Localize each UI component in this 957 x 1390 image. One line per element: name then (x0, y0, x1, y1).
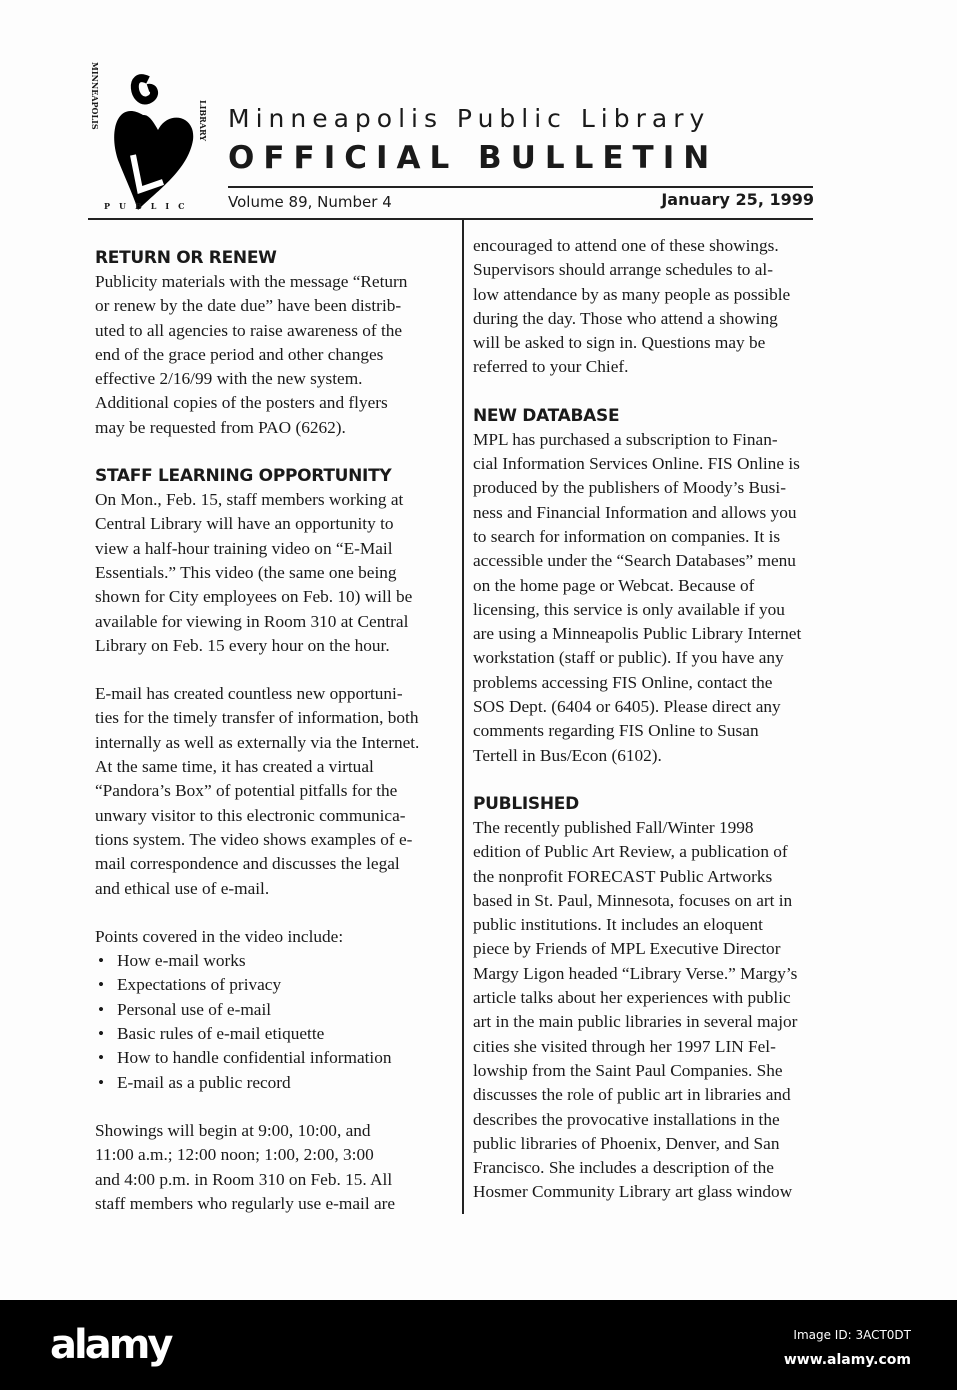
text-line: staff members who regularly use e-mail are (95, 1193, 396, 1213)
text-line: 11:00 a.m.; 12:00 noon; 1:00, 2:00, 3:00 (95, 1145, 374, 1165)
text-line: uted to all agencies to raise awareness of the (95, 320, 403, 340)
text-line: MPL has purchased a subscription to Finan- (473, 429, 778, 449)
text-line: internally as well as externally via the Internet. (95, 732, 420, 752)
text-line: low attendance by as many people as possible (473, 284, 791, 304)
text-line: cial Information Services Online. FIS Online is (473, 454, 800, 474)
text-line: Tertell in Bus/Econ (6102). (473, 745, 662, 765)
heading-published: PUBLISHED (473, 793, 579, 814)
text-line: Francisco. She includes a description of the (473, 1158, 774, 1178)
text-line: public institutions. It includes an eloquent (473, 915, 763, 935)
volume-number: Volume 89, Number 4 (228, 193, 392, 211)
column-divider (462, 219, 464, 1214)
text-line: shown for City employees on Feb. 10) will be (95, 587, 413, 607)
text-line: workstation (staff or public). If you have any (473, 648, 784, 668)
text-line: cities she visited through her 1997 LIN Fel- (473, 1036, 776, 1056)
text-line: Margy Ligon headed “Library Verse.” Margy’s (473, 963, 798, 983)
bullet-item: • Personal use of e-mail (95, 998, 455, 1022)
bullet-item: • How e-mail works (95, 949, 455, 973)
logo-text-library: LIBRARY (198, 100, 208, 142)
text-line: article talks about her experiences with public (473, 988, 791, 1008)
paragraph (95, 1119, 455, 1216)
text-line: or renew by the date due” have been distrib- (95, 296, 402, 316)
header-rule (228, 186, 813, 188)
bullet-item: • E-mail as a public record (95, 1071, 455, 1095)
alamy-logo: alamy (50, 1322, 171, 1368)
paragraph (95, 682, 455, 901)
text-line: effective 2/16/99 with the new system. (95, 369, 363, 389)
text-line: Library on Feb. 15 every hour on the hour. (95, 635, 390, 655)
header-bottom-rule (88, 218, 813, 220)
text-line: art in the main public libraries in several major (473, 1012, 798, 1032)
text-line: will be asked to sign in. Questions may be (473, 333, 766, 353)
bullet-list (95, 949, 455, 1095)
bullet-item: • How to handle confidential information (95, 1046, 455, 1070)
text-line: based in St. Paul, Minnesota, focuses on art in (473, 890, 793, 910)
text-line: encouraged to attend one of these showings. (473, 236, 779, 255)
text-line: and 4:00 p.m. in Room 310 on Feb. 15. All (95, 1169, 393, 1189)
text-line: referred to your Chief. (473, 357, 629, 377)
text-line: and ethical use of e-mail. (95, 878, 270, 898)
bullet-item: • Expectations of privacy (95, 973, 455, 997)
bulletin-title: OFFICIAL BULLETIN (228, 140, 719, 176)
text-line: Additional copies of the posters and flyers (95, 393, 388, 413)
text-line: At the same time, it has created a virtual (95, 757, 374, 777)
text-line: unwary visitor to this electronic communica- (95, 805, 406, 825)
logo-text-public: PUBLIC (104, 201, 194, 211)
text-line: the nonprofit FORECAST Public Artworks (473, 866, 773, 886)
text-line: lowship from the Saint Paul Companies. She (473, 1060, 783, 1080)
text-line: produced by the publishers of Moody’s Busi- (473, 478, 786, 498)
text-line: “Pandora’s Box” of potential pitfalls for the (95, 781, 398, 801)
text-line: Essentials.” This video (the same one being (95, 562, 397, 582)
issue-date: January 25, 1999 (661, 190, 814, 209)
heading-staff-learning: STAFF LEARNING OPPORTUNITY (95, 466, 392, 487)
text-line: tions system. The video shows examples of e- (95, 829, 413, 849)
text-line: during the day. Those who attend a showing (473, 308, 778, 328)
paragraph (473, 234, 828, 380)
text-line: piece by Friends of MPL Executive Director (473, 939, 781, 959)
text-line: to search for information on companies. It is (473, 526, 781, 546)
watermark-footer (0, 1300, 957, 1390)
text-line: comments regarding FIS Online to Susan (473, 721, 759, 741)
text-line: licensing, this service is only available if you (473, 599, 785, 619)
text-line: Hosmer Community Library art glass window (473, 1182, 793, 1202)
points-intro: Points covered in the video include: (95, 926, 344, 946)
text-line: Publicity materials with the message “Return (95, 272, 408, 291)
left-column (95, 246, 455, 1216)
right-column (473, 234, 828, 1205)
text-line: on the home page or Webcat. Because of (473, 575, 755, 595)
text-line: edition of Public Art Review, a publication of (473, 842, 788, 862)
text-line: ties for the timely transfer of information, both (95, 708, 419, 728)
text-line: Supervisors should arrange schedules to al- (473, 260, 773, 280)
text-line: SOS Dept. (6404 or 6405). Please direct any (473, 697, 781, 717)
text-line: end of the grace period and other changes (95, 344, 384, 364)
text-line: Central Library will have an opportunity to (95, 514, 394, 534)
text-line: The recently published Fall/Winter 1998 (473, 817, 754, 837)
paragraph (473, 428, 828, 768)
text-line: accessible under the “Search Databases” menu (473, 551, 796, 571)
paragraph (95, 488, 455, 658)
heading-new-database: NEW DATABASE (473, 405, 620, 426)
paragraph (95, 270, 455, 440)
text-line: E-mail has created countless new opportuni- (95, 684, 403, 704)
library-name: Minneapolis Public Library (228, 104, 711, 133)
paragraph (473, 816, 828, 1205)
image-id: Image ID: 3ACT0DT (793, 1328, 911, 1342)
text-line: public libraries of Phoenix, Denver, and San (473, 1133, 780, 1153)
text-line: problems accessing FIS Online, contact the (473, 672, 773, 692)
text-line: Showings will begin at 9:00, 10:00, and (95, 1120, 371, 1140)
text-line: describes the provocative installations in the (473, 1109, 780, 1129)
heading-return-or-renew: RETURN OR RENEW (95, 248, 277, 268)
text-line: ness and Financial Information and allows you (473, 502, 797, 522)
text-line: available for viewing in Room 310 at Central (95, 611, 409, 631)
bullet-item: • Basic rules of e-mail etiquette (95, 1022, 455, 1046)
text-line: view a half-hour training video on “E-Mail (95, 538, 393, 558)
alamy-url: www.alamy.com (783, 1352, 911, 1368)
text-line: On Mon., Feb. 15, staff members working at (95, 490, 404, 510)
text-line: mail correspondence and discusses the legal (95, 854, 400, 874)
logo-text-minneapolis: MINNEAPOLIS (90, 62, 100, 130)
text-line: discusses the role of public art in libraries and (473, 1085, 791, 1105)
text-line: are using a Minneapolis Public Library Internet (473, 624, 802, 644)
text-line: may be requested from PAO (6262). (95, 417, 346, 437)
